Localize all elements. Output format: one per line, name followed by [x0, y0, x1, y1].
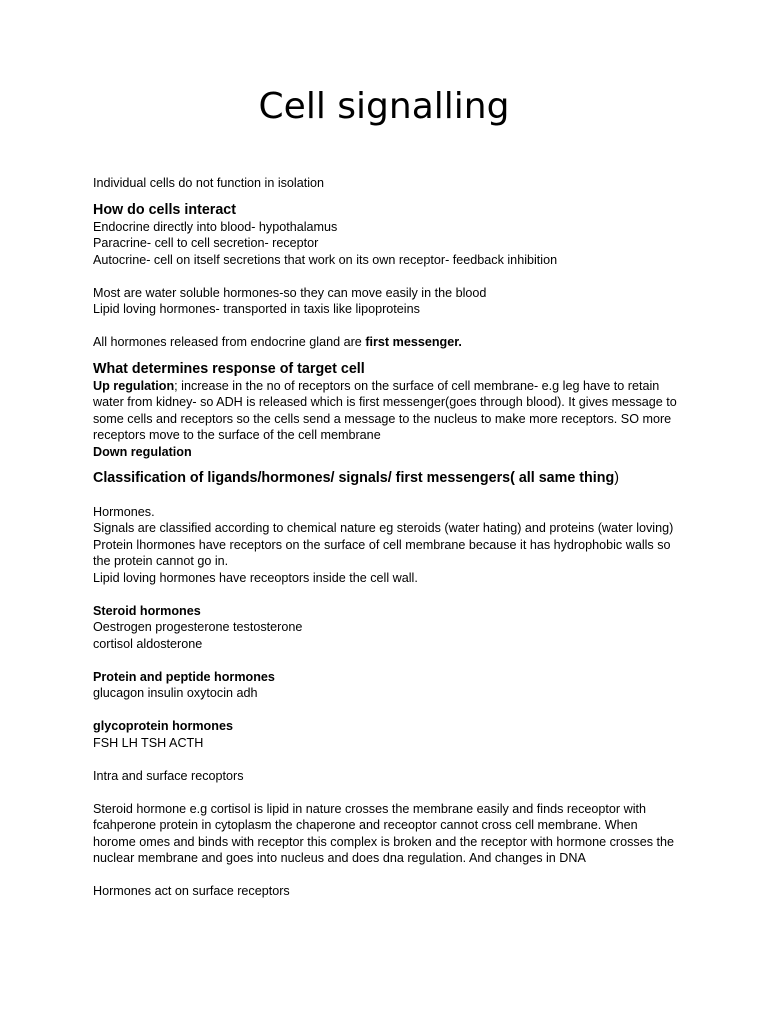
first-messenger-line	[93, 334, 683, 351]
heading-response: What determines response of target cell	[93, 360, 365, 377]
text-line: Oestrogen progesterone testosterone	[93, 620, 303, 634]
text-line: Lipid loving hormones have receoptors inside the cell wall.	[93, 570, 418, 585]
text-line: Most are water soluble hormones-so they can move easily in the blood	[93, 285, 487, 300]
text-line: Signals are classified according to chemical nature eg steroids (water hating) and proteins (water loving)	[93, 521, 674, 535]
down-regulation-label: Down regulation	[93, 444, 192, 459]
text-span: ; increase in the no of receptors on the surface of cell membrane- e.g leg have to retain water from kidney- so ADH is released which is first messenger(goes through blood). It gives message to some cells and receptors so the cells send a message to the nucleus to make more receptors. SO more receptors move to the surface of the cell membrane	[93, 378, 677, 442]
text-line: Paracrine- cell to cell secretion- receptor	[93, 236, 319, 250]
bold-term: Up regulation	[93, 378, 175, 393]
text-line: cortisol aldosterone	[93, 636, 203, 651]
steroid-receptor-paragraph: Steroid hormone e.g cortisol is lipid in nature crosses the membrane easily and finds receoptor with fcahperone protein in cytoplasm the chaperone and receoptor cannot cross cell membrane. When horome omes and binds with receptor this complex is broken and the receptor with hormone crosses the nuclear membrane and goes into nucleus and does dna regulation. And changes in DNA	[93, 801, 675, 865]
text-line: Lipid loving hormones- transported in taxis like lipoproteins	[93, 302, 420, 316]
text-span: All hormones released from endocrine gland are	[93, 335, 366, 349]
heading-classification	[93, 469, 683, 487]
text-line: Protein lhormones have receptors on the surface of cell membrane because it has hydrophobic walls so the protein cannot go in.	[93, 537, 671, 568]
heading-interact: How do cells interact	[93, 201, 237, 218]
heading-paren: )	[614, 470, 619, 486]
text-line: Endocrine directly into blood- hypothalamus	[93, 219, 338, 234]
text-line: Hormones act on surface receptors	[93, 884, 290, 898]
text-line: Hormones.	[93, 504, 155, 519]
text-line: glucagon insulin oxytocin adh	[93, 686, 258, 700]
heading-text: Classification of ligands/hormones/ signals/ first messengers( all same thing	[93, 470, 615, 486]
subheading-steroid: Steroid hormones	[93, 603, 201, 618]
page-title: Cell signalling	[258, 86, 510, 127]
text-line: Intra and surface recoptors	[93, 768, 244, 783]
subheading-protein: Protein and peptide hormones	[93, 669, 275, 684]
text-line: FSH LH TSH ACTH	[93, 735, 204, 750]
subheading-glycoprotein: glycoprotein hormones	[93, 719, 233, 733]
intro-line: Individual cells do not function in isolation	[93, 176, 325, 190]
document-body	[93, 175, 683, 900]
text-line: Autocrine- cell on itself secretions that work on its own receptor- feedback inhibition	[93, 252, 558, 267]
up-regulation-paragraph	[93, 378, 683, 444]
bold-term: first messenger.	[365, 335, 462, 349]
